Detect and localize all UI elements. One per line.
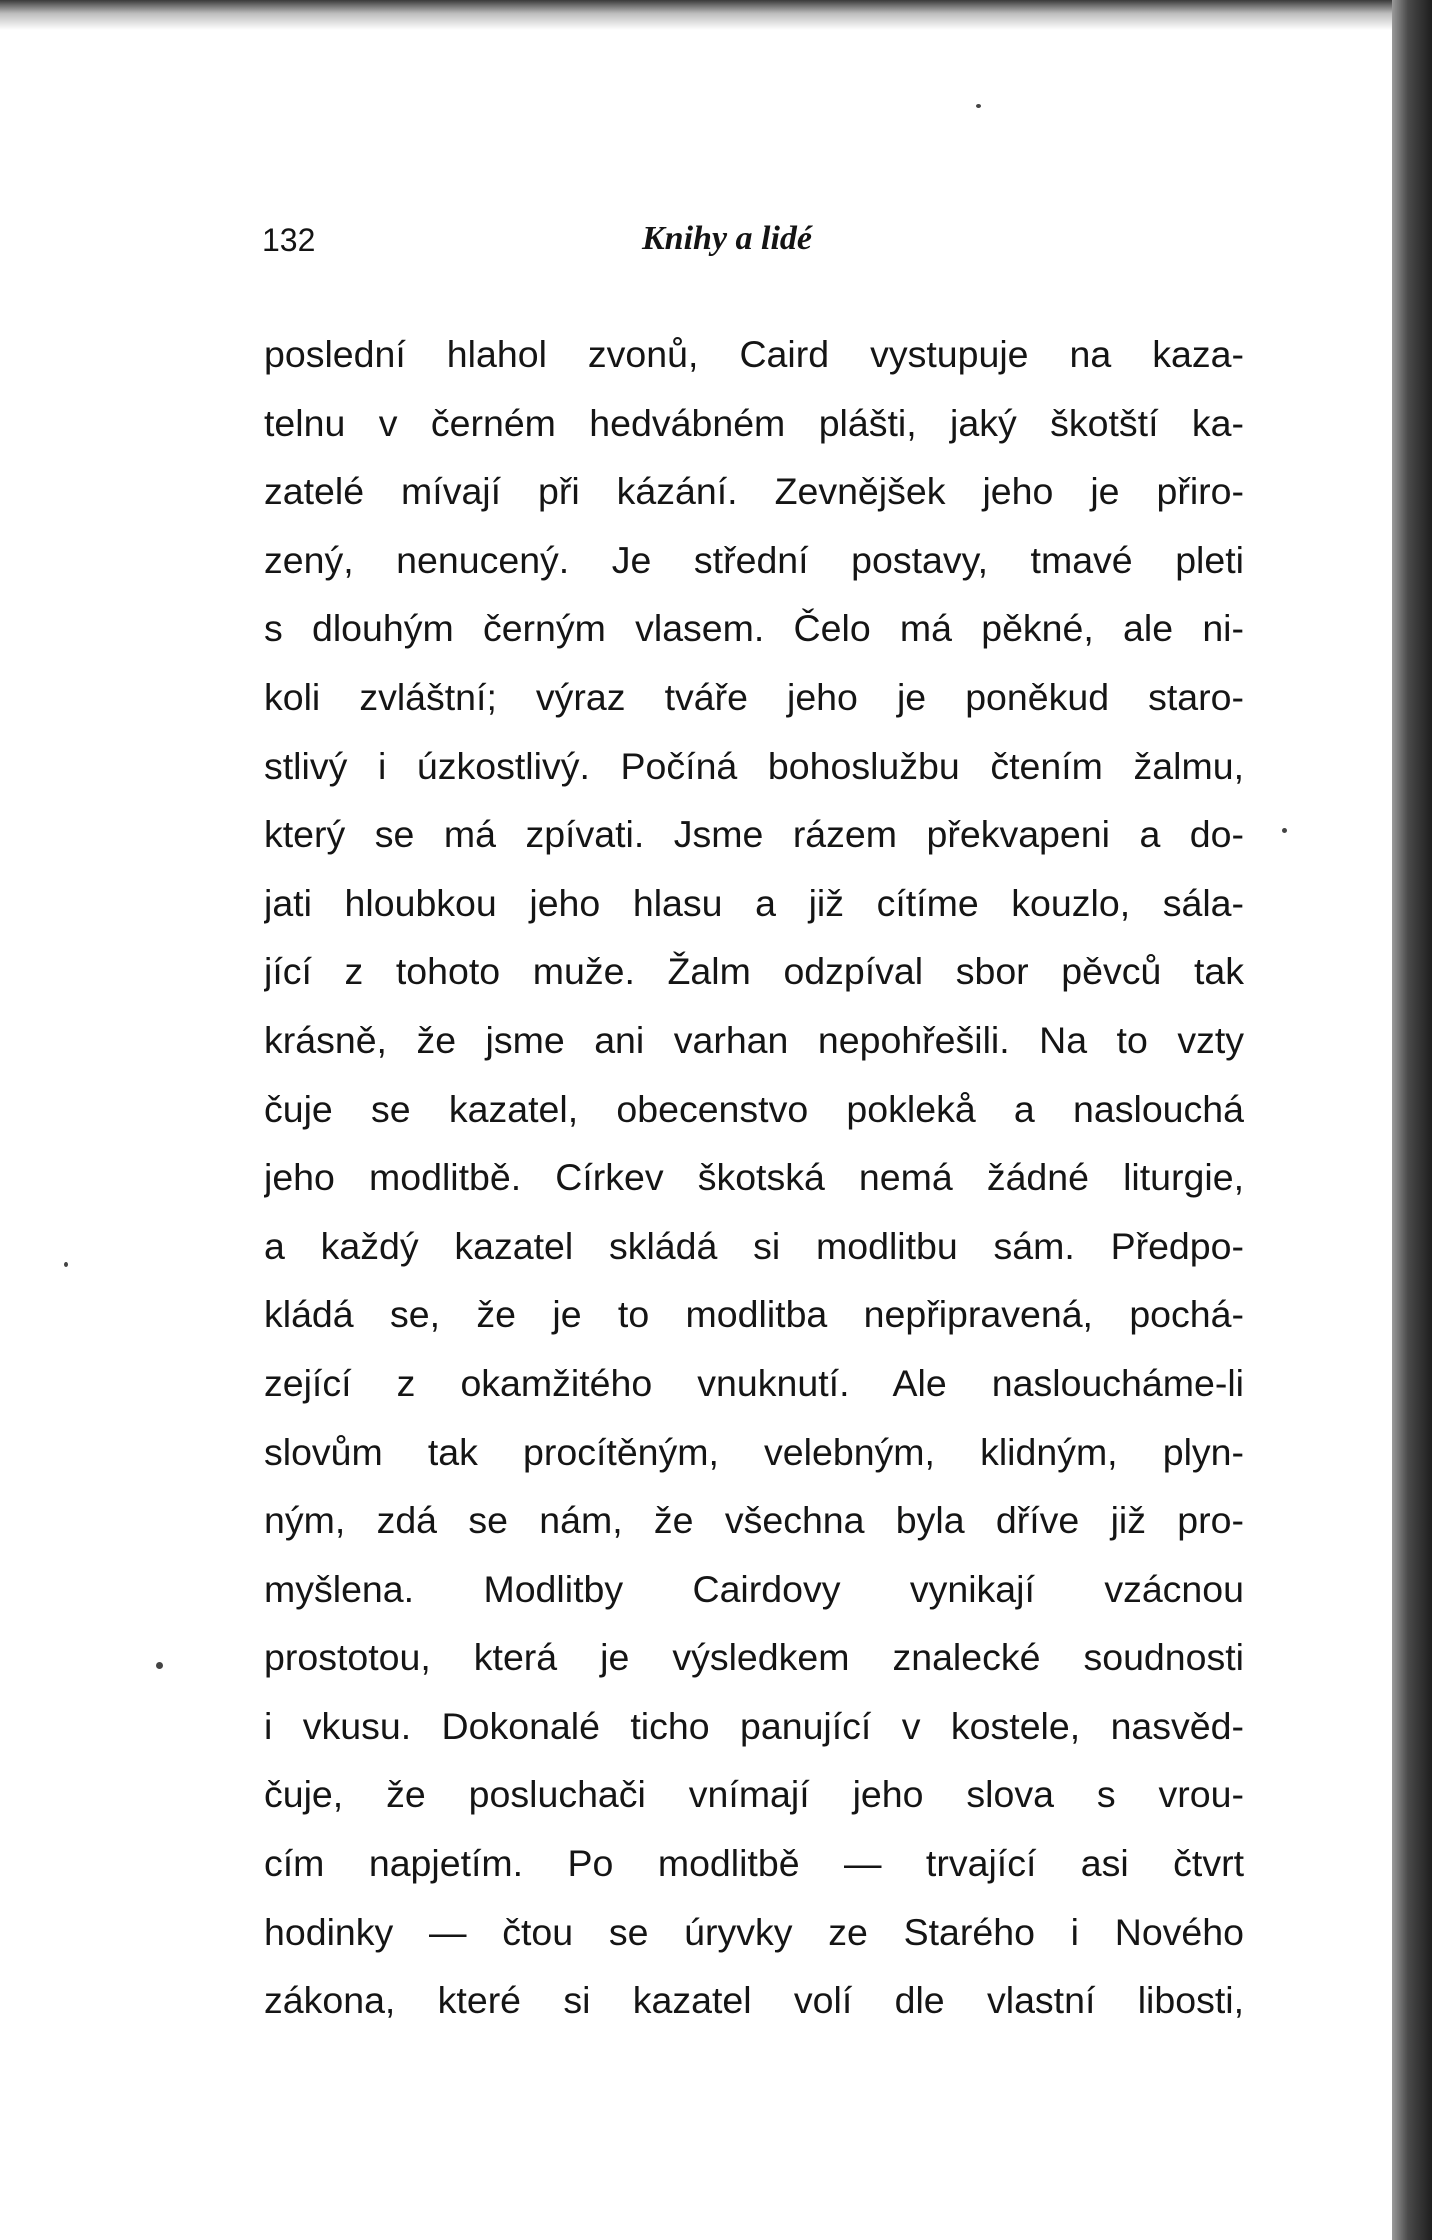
page-header [262,222,1242,272]
text-line: kládá se, že je to modlitba nepřipravená, pochá- [264,1293,1244,1336]
text-line: jati hloubkou jeho hlasu a již cítíme kouzlo, sála- [264,881,1244,924]
text-line: krásně, že jsme ani varhan nepohřešili. Na to vzty [264,1018,1244,1061]
scan-top-shadow [0,0,1392,30]
text-line: stlivý i úzkostlivý. Počíná bohoslužbu čtením žalmu, [264,744,1244,787]
text-line: jeho modlitbě. Církev škotská nemá žádné liturgie, [264,1156,1244,1199]
text-line: a každý kazatel skládá si modlitbu sám. Předpo- [264,1224,1244,1267]
text-line: i vkusu. Dokonalé ticho panující v kostele, nasvěd- [264,1704,1244,1747]
body-text [264,320,1244,2035]
text-line: zející z okamžitého vnuknutí. Ale nasloucháme-li [264,1361,1244,1404]
scan-speck [64,1262,68,1267]
text-line: koli zvláštní; výraz tváře jeho je poněkud staro- [264,675,1244,718]
text-line: čuje se kazatel, obecenstvo poklekå a naslouchá [264,1087,1244,1130]
text-line: hodinky — čtou se úryvky ze Starého i Nového [264,1910,1244,1953]
text-line: cím napjetím. Po modlitbě — trvající asi čtvrt [264,1842,1244,1885]
running-title: Knihy a lidé [642,220,813,257]
scan-speck [1282,828,1287,833]
text-line: myšlena. Modlitby Cairdovy vynikají vzácnou [264,1567,1244,1610]
text-line: ným, zdá se nám, že všechna byla dříve již pro- [264,1499,1244,1542]
text-line: telnu v černém hedvábném plášti, jaký škotští ka- [264,401,1244,444]
text-line: jící z tohoto muže. Žalm odzpíval sbor pěvců tak [264,950,1244,993]
page-number: 132 [262,222,316,258]
scan-speck [156,1662,163,1669]
text-line: čuje, že posluchači vnímají jeho slova s vrou- [264,1773,1244,1816]
text-line: který se má zpívati. Jsme rázem překvapeni a do- [264,813,1244,856]
text-line: zatelé mívají při kázání. Zevnějšek jeho je přiro- [264,470,1244,513]
text-line: slovům tak procítěným, velebným, klidným, plyn- [264,1430,1244,1473]
text-line: s dlouhým černým vlasem. Čelo má pěkné, ale ni- [264,607,1244,650]
scan-speck [976,104,981,108]
text-line: zákona, které si kazatel volí dle vlastní libosti, [264,1979,1244,2022]
text-line: prostotou, která je výsledkem znalecké soudnosti [264,1636,1244,1679]
text-line: zený, nenucený. Je střední postavy, tmavé pleti [264,538,1244,581]
text-line: poslední hlahol zvonů, Caird vystupuje na kaza- [264,333,1244,375]
book-spine-edge [1392,0,1432,2240]
